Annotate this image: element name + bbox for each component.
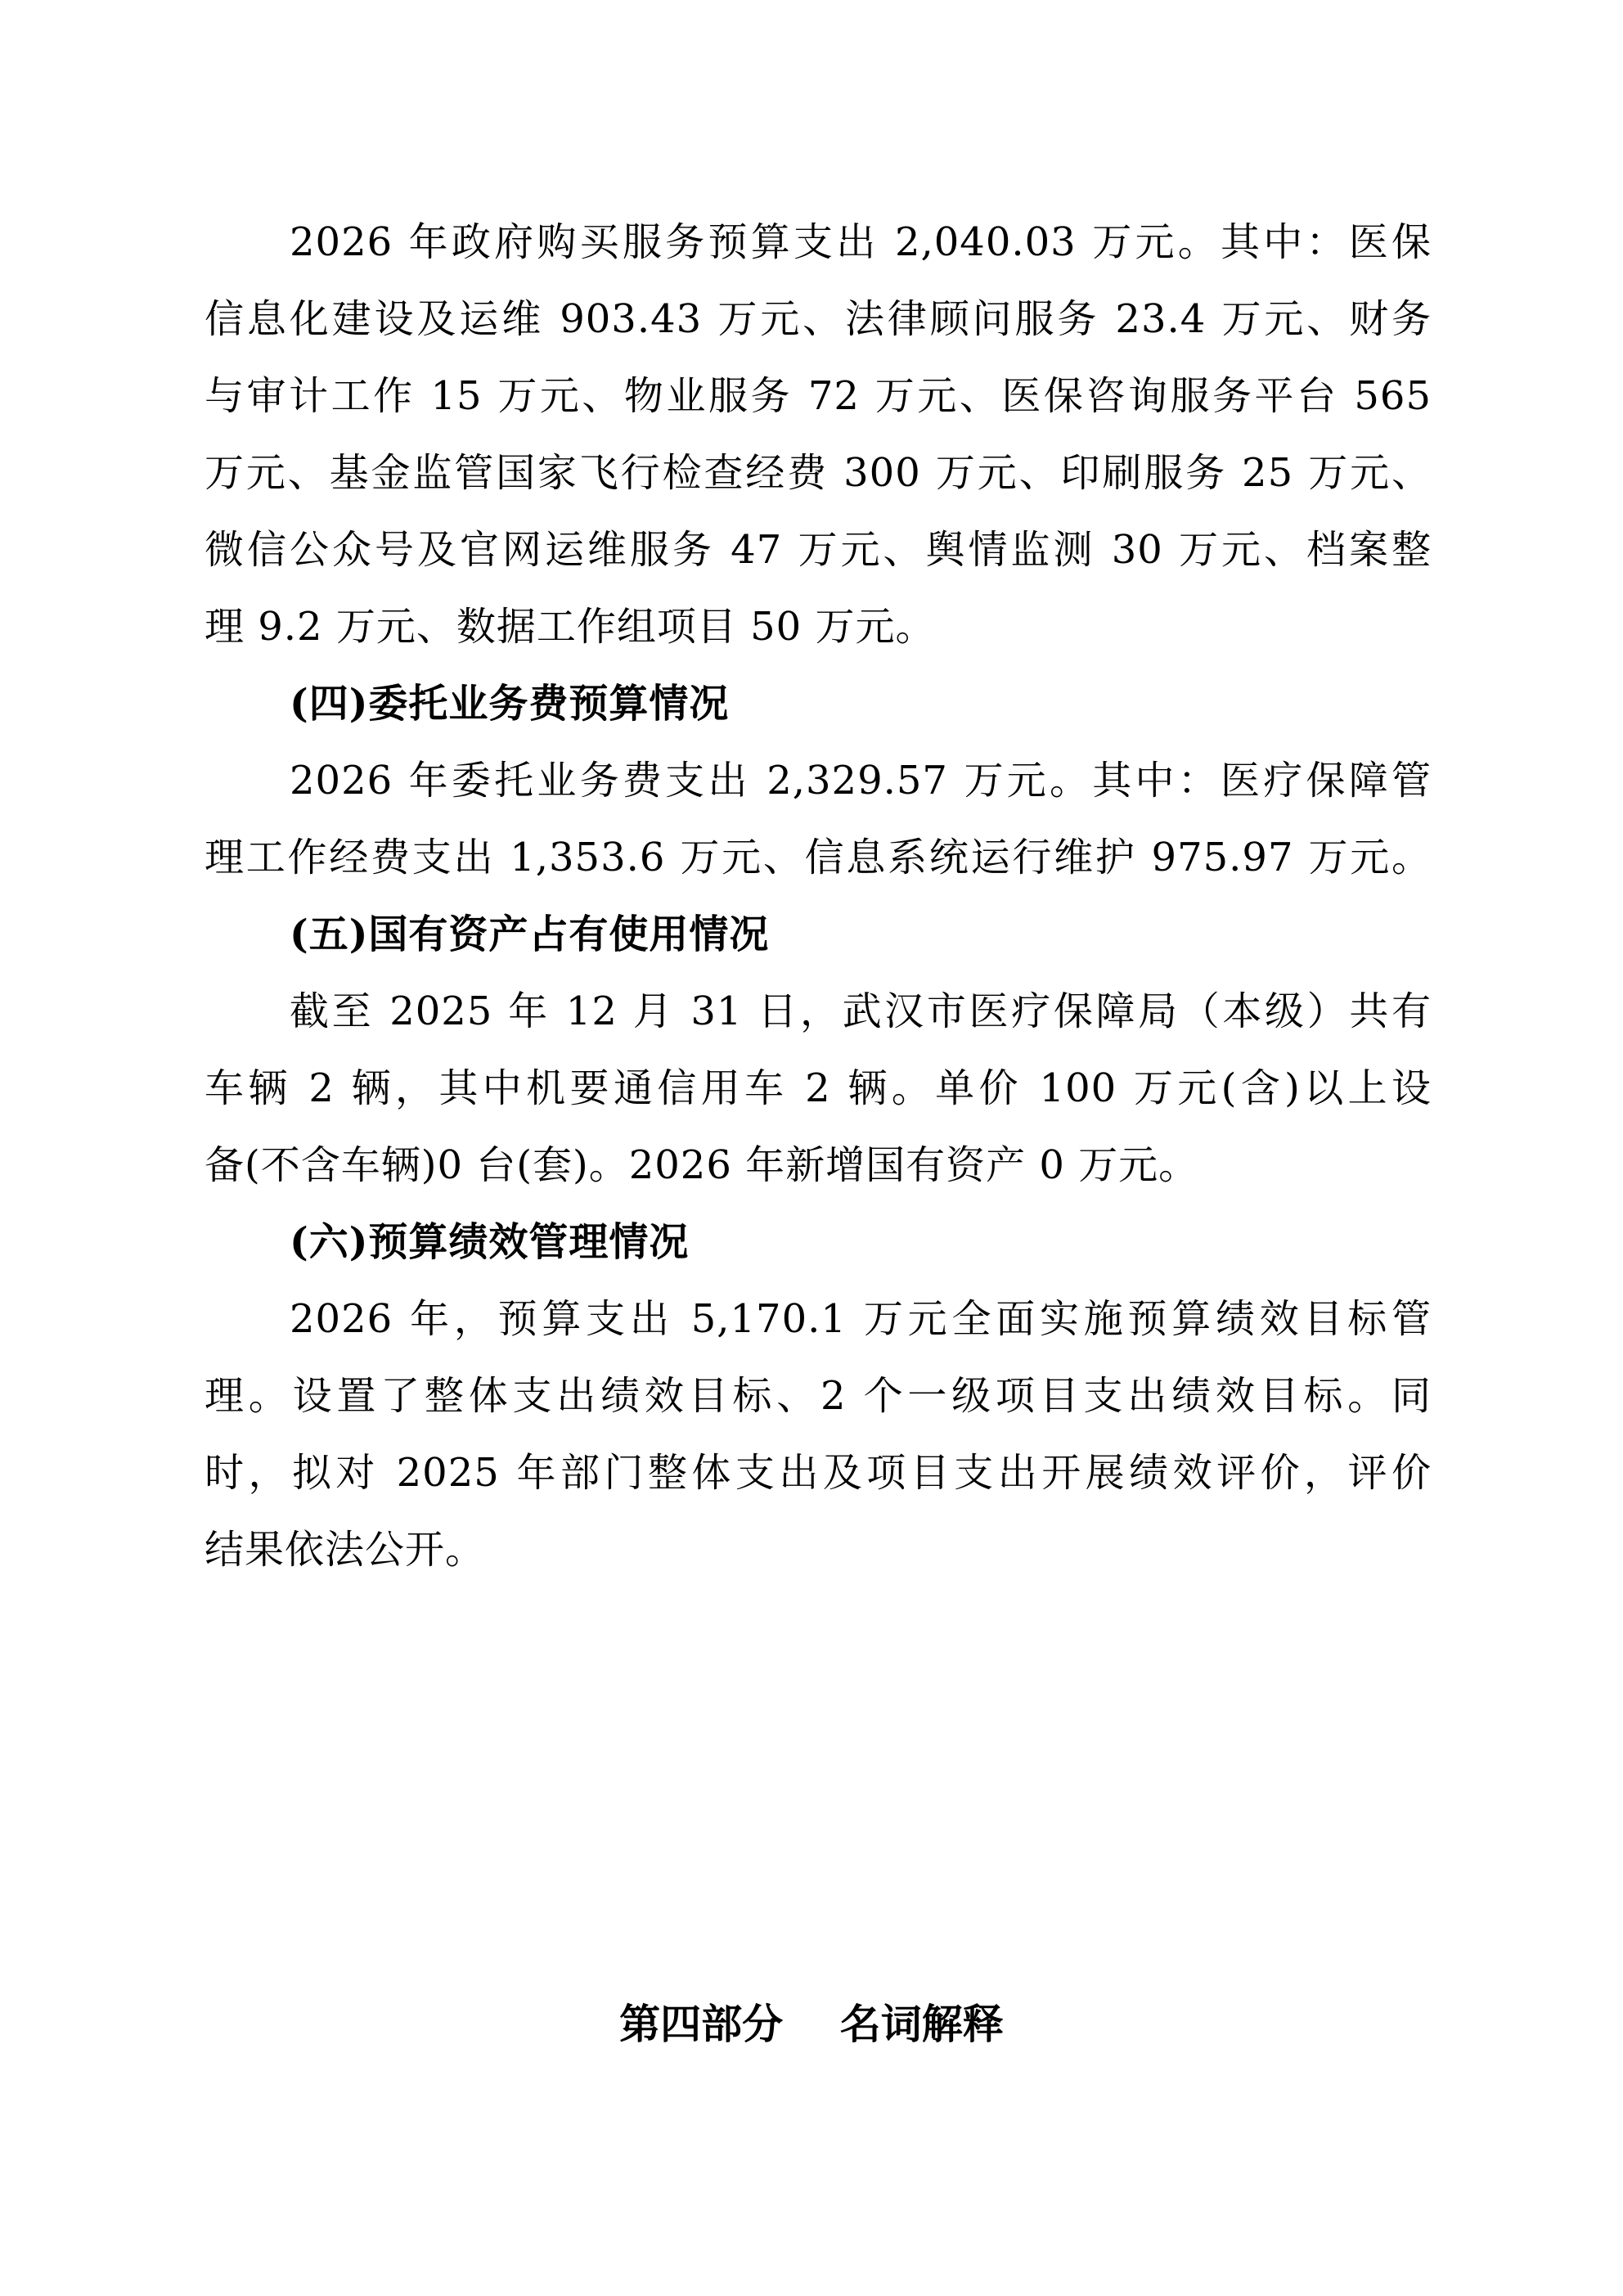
state-assets-line-2: 车辆 2 辆，其中机要通信用车 2 辆。单价 100 万元(含)以上设 bbox=[205, 1065, 1432, 1111]
purchase-services-line-6: 理 9.2 万元、数据工作组项目 50 万元。 bbox=[205, 604, 936, 650]
state-assets-line-3: 备(不含车辆)0 台(套)。2026 年新增国有资产 0 万元。 bbox=[205, 1142, 1199, 1188]
purchase-services-line-1: 2026 年政府购买服务预算支出 2,040.03 万元。其中：医保 bbox=[290, 219, 1432, 265]
entrusted-business-heading: (四)委托业务费预算情况 bbox=[290, 681, 730, 727]
performance-heading: (六)预算绩效管理情况 bbox=[290, 1219, 690, 1265]
purchase-services-line-4: 万元、基金监管国家飞行检查经费 300 万元、印刷服务 25 万元、 bbox=[205, 450, 1432, 496]
performance-line-2: 理。设置了整体支出绩效目标、2 个一级项目支出绩效目标。同 bbox=[205, 1373, 1432, 1419]
performance-line-3: 时，拟对 2025 年部门整体支出及项目支出开展绩效评价，评价 bbox=[205, 1450, 1432, 1496]
purchase-services-line-5: 微信公众号及官网运维服务 47 万元、舆情监测 30 万元、档案整 bbox=[205, 527, 1432, 573]
state-assets-heading: (五)国有资产占有使用情况 bbox=[290, 912, 770, 957]
entrusted-business-line-2: 理工作经费支出 1,353.6 万元、信息系统运行维护 975.97 万元。 bbox=[205, 835, 1432, 880]
purchase-services-line-2: 信息化建设及运维 903.43 万元、法律顾问服务 23.4 万元、财务 bbox=[205, 296, 1432, 342]
state-assets-line-1: 截至 2025 年 12 月 31 日，武汉市医疗保障局（本级）共有 bbox=[290, 988, 1432, 1034]
purchase-services-line-3: 与审计工作 15 万元、物业服务 72 万元、医保咨询服务平台 565 bbox=[205, 373, 1432, 419]
entrusted-business-line-1: 2026 年委托业务费支出 2,329.57 万元。其中：医疗保障管 bbox=[290, 758, 1432, 804]
performance-line-1: 2026 年，预算支出 5,170.1 万元全面实施预算绩效目标管 bbox=[290, 1296, 1432, 1342]
part-title: 第四部分 名词解释 bbox=[619, 2001, 1004, 2048]
performance-line-4: 结果依法公开。 bbox=[205, 1527, 486, 1573]
